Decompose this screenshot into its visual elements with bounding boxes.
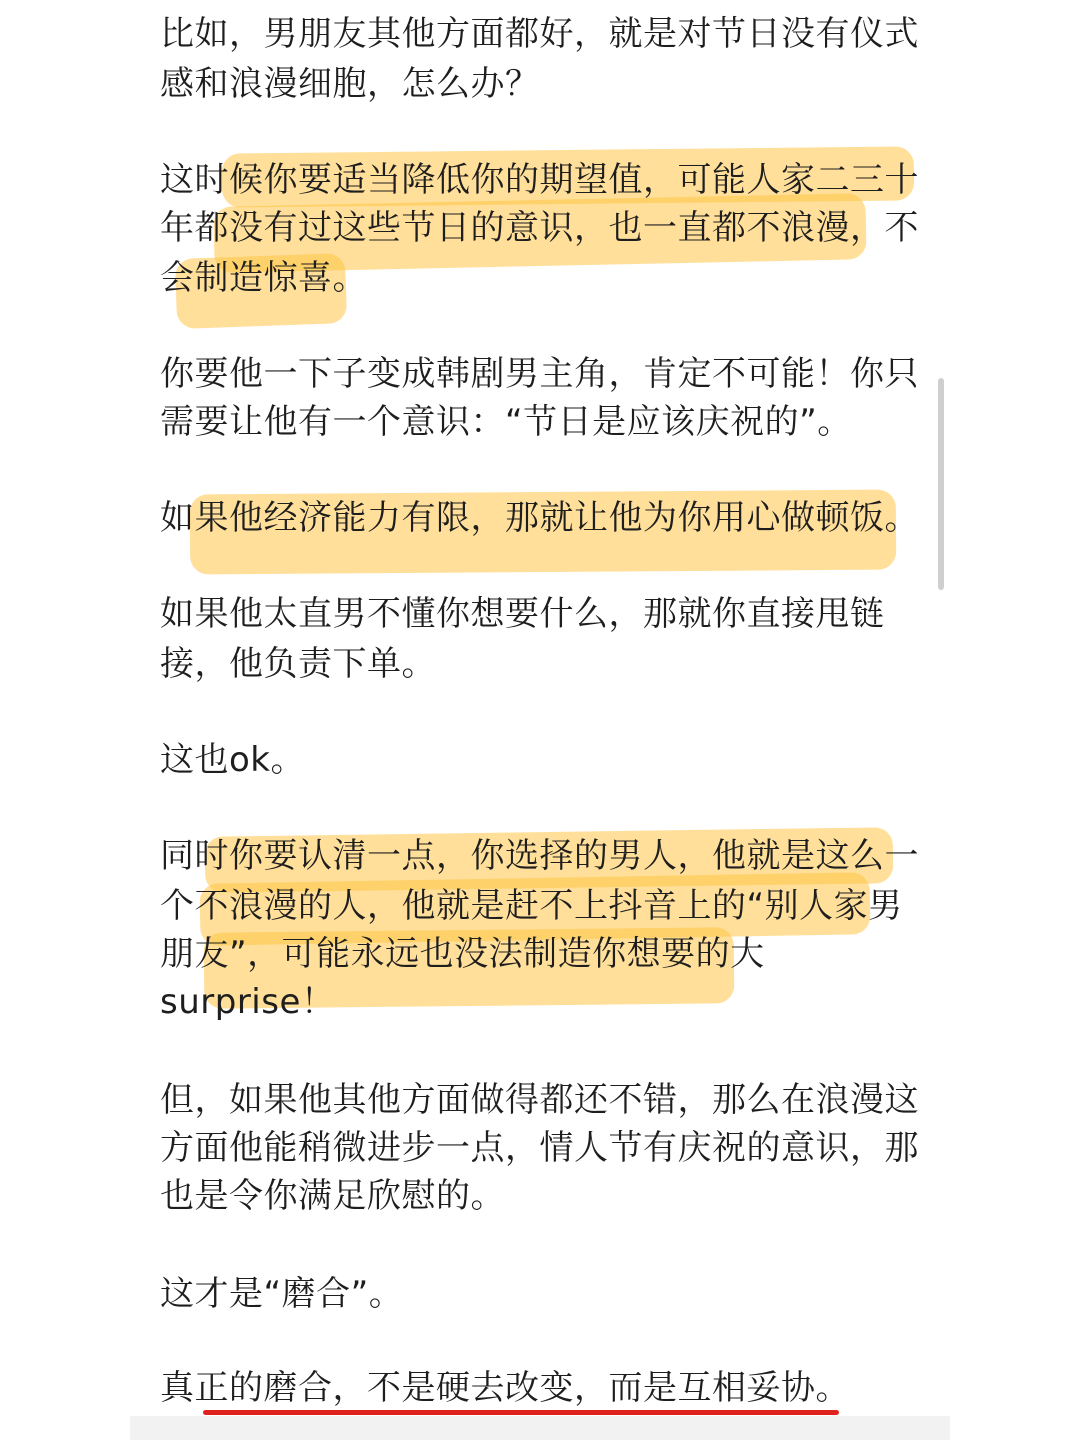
scrollbar[interactable] — [938, 378, 944, 590]
red-underline — [203, 1410, 839, 1415]
text-line: 需要让他有一个意识：“节日是应该庆祝的”。 — [160, 402, 852, 442]
text-line: 方面他能稍微进步一点，情人节有庆祝的意识，那 — [160, 1128, 919, 1168]
text-line: 这也ok。 — [160, 740, 305, 780]
text-line: 如果他太直男不懂你想要什么，那就你直接甩链 — [160, 594, 885, 634]
text-line: 接，他负责下单。 — [160, 644, 436, 684]
text-line: 这才是“磨合”。 — [160, 1274, 404, 1314]
text-line: 你要他一下子变成韩剧男主角，肯定不可能！你只 — [160, 354, 919, 394]
text-line: 朋友”，可能永远也没法制造你想要的大 — [160, 934, 765, 974]
text-line: surprise！ — [160, 982, 336, 1022]
text-line: 也是令你满足欣慰的。 — [160, 1176, 505, 1216]
text-line: 同时你要认清一点，你选择的男人，他就是这么一 — [160, 836, 919, 876]
text-line: 个不浪漫的人，他就是赶不上抖音上的“别人家男 — [160, 886, 903, 926]
text-line: 年都没有过这些节日的意识，也一直都不浪漫，不 — [160, 208, 919, 248]
text-line: 真正的磨合，不是硬去改变，而是互相妥协。 — [160, 1368, 850, 1408]
text-line: 但，如果他其他方面做得都还不错，那么在浪漫这 — [160, 1080, 919, 1120]
bottom-strip — [130, 1416, 950, 1440]
text-line: 会制造惊喜。 — [160, 258, 367, 298]
text-line: 如果他经济能力有限，那就让他为你用心做顿饭。 — [160, 498, 919, 538]
text-line: 这时候你要适当降低你的期望值，可能人家二三十 — [160, 160, 919, 200]
text-line: 比如，男朋友其他方面都好，就是对节日没有仪式 — [160, 14, 919, 54]
text-line: 感和浪漫细胞，怎么办？ — [160, 64, 540, 104]
